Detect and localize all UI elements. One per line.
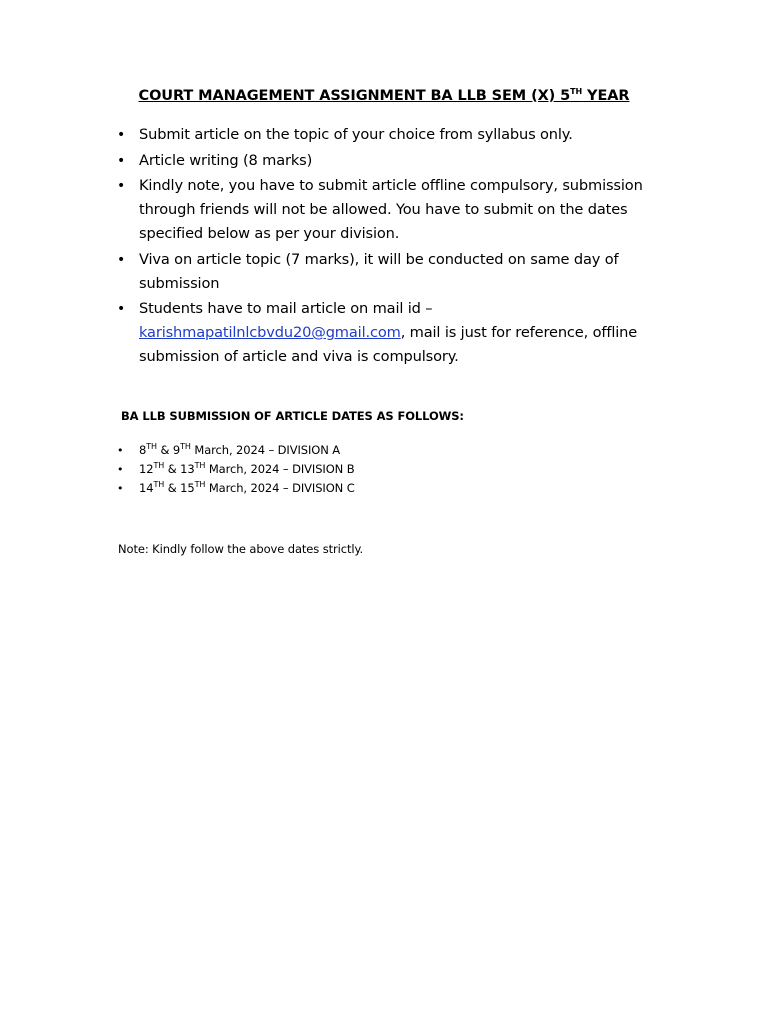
document-title: [0, 88, 768, 104]
date-day-end: 13: [180, 462, 195, 476]
bullet-icon: •: [117, 482, 124, 495]
date-day-start: 12: [139, 462, 154, 476]
list-item: [117, 297, 669, 369]
instruction-text: Viva on article topic (7 marks), it will be conducted on same day of submission: [139, 250, 619, 292]
list-item: [117, 248, 669, 296]
dates-list: [117, 441, 355, 498]
date-day-start-suffix: TH: [153, 480, 165, 490]
date-day-start-suffix: TH: [153, 461, 165, 471]
date-item: [117, 460, 355, 479]
list-item: [117, 149, 669, 173]
instruction-text: Article writing (8 marks): [139, 151, 313, 169]
date-day-end-suffix: TH: [180, 442, 191, 452]
date-item: [117, 479, 355, 498]
date-day-end: 15: [180, 481, 195, 495]
list-item: [117, 174, 669, 246]
email-link[interactable]: karishmapatilnlcbvdu20@gmail.com: [139, 324, 401, 341]
date-day-start: 14: [139, 481, 154, 495]
bullet-icon: •: [117, 444, 124, 457]
mail-instruction-text: Students have to mail article on mail id –: [139, 300, 433, 317]
date-rest: March, 2024 – DIVISION A: [190, 443, 341, 457]
date-item: [117, 441, 355, 460]
date-ampersand: &: [164, 462, 181, 476]
title-superscript: TH: [570, 87, 583, 97]
dates-heading: BA LLB SUBMISSION OF ARTICLE DATES AS FOLLOWS:: [121, 409, 464, 423]
bullet-icon: •: [117, 301, 126, 317]
bullet-icon: •: [117, 463, 124, 476]
note-text: Note: Kindly follow the above dates strictly.: [118, 542, 364, 556]
date-day-start: 8: [139, 443, 147, 457]
instruction-text: Kindly note, you have to submit article offline compulsory, submission through friends will not be allowed. You have to submit on the dates specified below as per your division.: [139, 177, 643, 242]
title-suffix: YEAR: [582, 88, 630, 104]
title-text: COURT MANAGEMENT ASSIGNMENT BA LLB SEM (X) 5: [138, 88, 571, 104]
date-rest: March, 2024 – DIVISION B: [205, 462, 355, 476]
list-item: [117, 123, 669, 147]
bullet-icon: •: [117, 127, 126, 143]
instruction-text: Submit article on the topic of your choice from syllabus only.: [139, 126, 573, 143]
date-day-end-suffix: TH: [194, 461, 206, 471]
date-rest: March, 2024 – DIVISION C: [205, 481, 355, 495]
date-ampersand: &: [156, 443, 173, 457]
date-day-end: 9: [172, 443, 181, 457]
bullet-icon: •: [117, 251, 126, 268]
bullet-icon: •: [117, 152, 126, 169]
instructions-list: [117, 123, 669, 371]
mail-instruction-rest: , mail is just for reference, offline submission of article and viva is compulsory.: [139, 324, 638, 365]
bullet-icon: •: [117, 178, 126, 194]
date-day-start-suffix: TH: [146, 442, 157, 452]
date-day-end-suffix: TH: [194, 480, 206, 490]
date-ampersand: &: [164, 481, 181, 495]
